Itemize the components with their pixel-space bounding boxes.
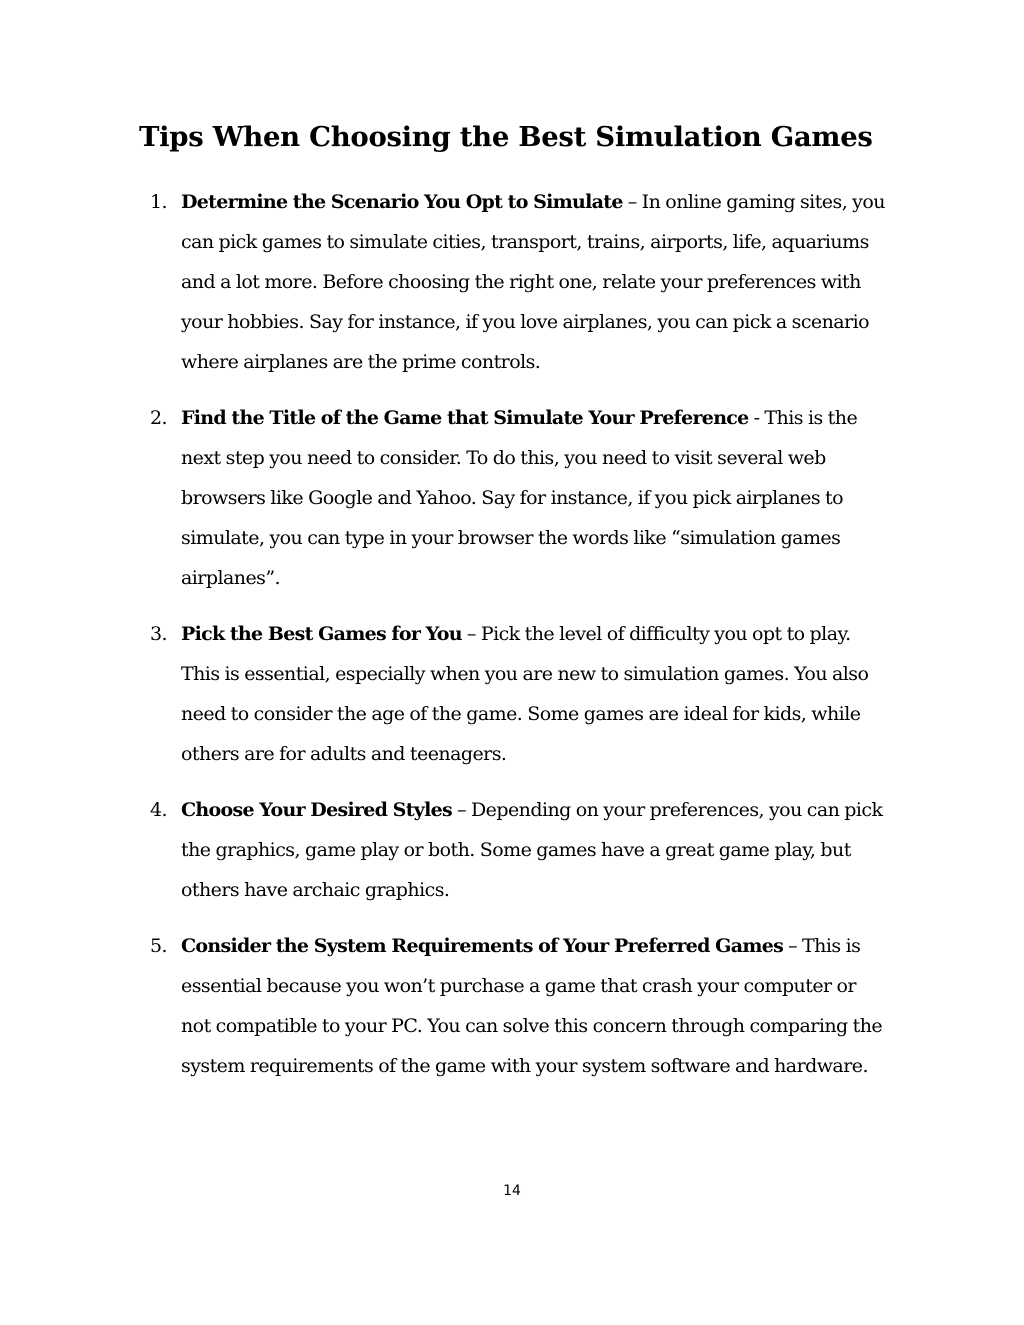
tips-list (150, 182, 890, 1102)
list-item-heading: Pick the Best Games for You (181, 623, 462, 645)
list-item-heading: Determine the Scenario You Opt to Simulate (181, 191, 623, 213)
list-item-body: - This is the next step you need to consider. To do this, you need to visit several web browsers like Google and Yahoo. Say for instance, if you pick airplanes to simulate, you can type in your browser the words like “simulation games airplanes”. (181, 407, 858, 589)
list-item (150, 398, 890, 598)
list-item (150, 182, 890, 382)
list-item (150, 926, 890, 1086)
list-item-number: 5. (150, 935, 168, 957)
list-item (150, 790, 890, 910)
list-item-number: 4. (150, 799, 168, 821)
list-item-heading: Choose Your Desired Styles (181, 799, 453, 821)
list-item-body: – In online gaming sites, you can pick games to simulate cities, transport, trains, airports, life, aquariums and a lot more. Before choosing the right one, relate your preferences with your hobbies. Say for instance, if you love airplanes, you can pick a scenario where airplanes are the prime controls. (181, 191, 885, 373)
list-item (150, 614, 890, 774)
list-item-heading: Consider the System Requirements of Your Preferred Games (181, 935, 784, 957)
list-item-number: 3. (150, 623, 168, 645)
page-number: 14 (503, 1183, 521, 1199)
list-item-heading: Find the Title of the Game that Simulate Your Preference (181, 407, 749, 429)
list-item-body: – Pick the level of difficulty you opt to play. This is essential, especially when you are new to simulation games. You also need to consider the age of the game. Some games are ideal for kids, while others are for adults and teenagers. (181, 623, 869, 765)
list-item-body: – This is essential because you won’t purchase a game that crash your computer or not compatible to your PC. You can solve this concern through comparing the system requirements of the game with your system software and hardware. (181, 935, 883, 1077)
list-item-body: – Depending on your preferences, you can pick the graphics, game play or both. Some games have a great game play, but others have archaic graphics. (181, 799, 883, 901)
page-title: Tips When Choosing the Best Simulation Games (139, 121, 873, 153)
list-item-number: 2. (150, 407, 168, 429)
list-item-number: 1. (150, 191, 168, 213)
